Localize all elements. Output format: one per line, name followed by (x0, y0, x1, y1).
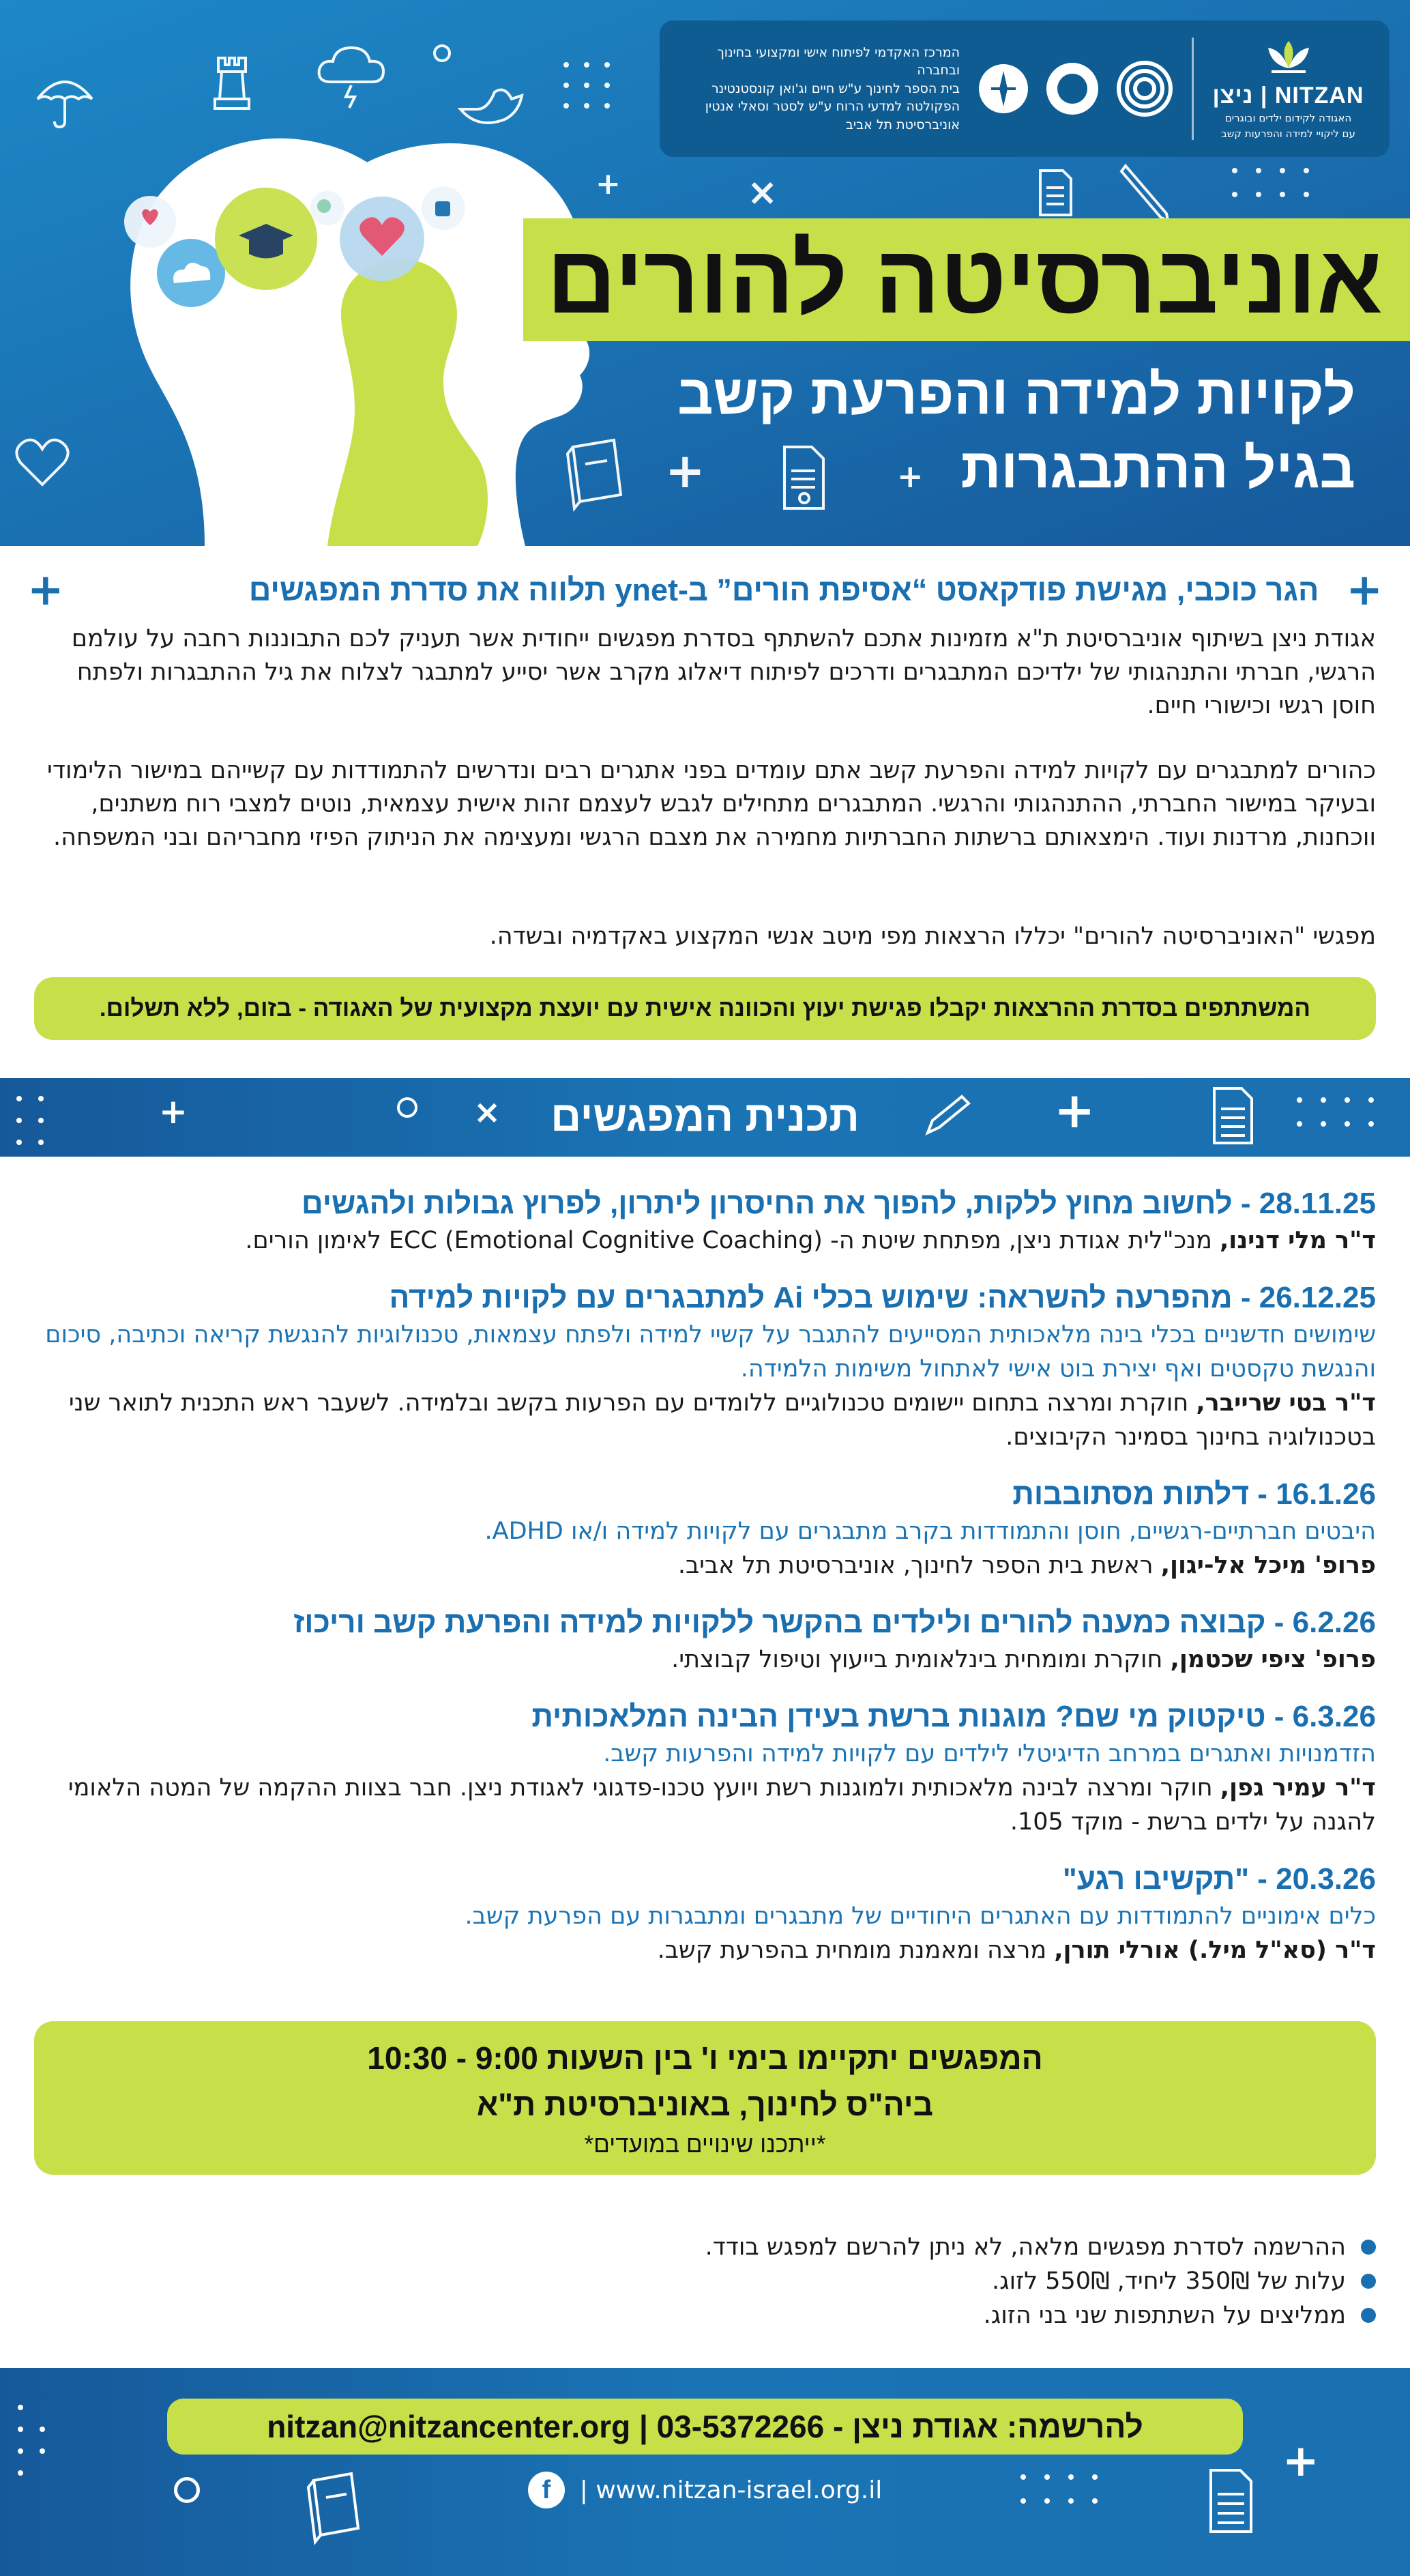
consultation-note: המשתתפים בסדרת ההרצאות יקבלו פגישת יעוץ והכוונה אישית עם יועצת מקצועית של האגודה - בזום, ללא תשלום. (34, 977, 1376, 1040)
plus-icon: + (159, 1092, 188, 1131)
session-description: שימושים חדשניים בכלי בינה מלאכותית המסייעים להתגבר על קשיי למידה ולפתח עצמאות, טכנולוגיות להנגשת קריאה וכתיבה, סיכום והנגשת טקסטים ואף יצירת בוט אישי לאתחול משימות הלמידה. (45, 1321, 1376, 1383)
list-item-text: עלות של 350₪ ליחיד, 550₪ לזוג. (992, 2268, 1346, 2295)
pencil-icon (1119, 160, 1173, 222)
list-item (34, 2230, 1376, 2264)
session-speaker: פרופ' מיכל אל-יגון, (1160, 1552, 1376, 1579)
session-speaker: ד"ר (סא"ל מיל.) אורלי תורן, (1054, 1937, 1376, 1964)
session-title: 6.3.26 - טיקטוק מי שם? מוגנות ברשת בעידן הבינה המלאכותית (531, 1700, 1376, 1733)
emotion-bubbles-illustration (109, 171, 491, 321)
lotus-logo-icon (1265, 38, 1312, 78)
partner-text-line: בית הספר לחינוך ע"ש חיים וג'ואן קונסטנטינר (711, 81, 960, 96)
session-item (34, 1184, 1376, 1258)
session-speaker-line (34, 1642, 1376, 1677)
document-icon (1037, 167, 1074, 218)
program-title: תכנית המפגשים (550, 1093, 860, 1140)
university-emblem-icon (976, 61, 1031, 116)
logo-subtitle-line1: האגודה לקידום ילדים ובוגרים (1224, 111, 1352, 124)
close-icon: × (473, 1093, 501, 1131)
session-details: חוקר ומרצה לבינה מלאכותית ולמוגנות רשת ויועץ טכנו-פדגוגי לאגודת ניצן. חבר בצוות ההקמה של המטה הלאומי להגנה על ילדים ברשת - מוקד 105. (68, 1774, 1376, 1836)
nitzan-logo: NITZAN | ניצן האגודה לקידום ילדים ובוגרים עם ליקויי למידה והפרעות קשב (1192, 38, 1369, 141)
logo-header (660, 20, 1390, 157)
umbrella-icon (34, 68, 96, 130)
close-icon: × (747, 171, 778, 214)
plus-icon: + (596, 167, 621, 201)
plus-icon: + (1346, 565, 1383, 616)
page-title: אוניברסיטה להורים (546, 225, 1383, 334)
circle-logo-icon (1042, 58, 1103, 119)
session-item (34, 1603, 1376, 1677)
registration-contact-text: nitzan@nitzancenter.org | 03-5372266 - להרשמה: אגודת ניצן (267, 2409, 1143, 2444)
dot-grid-icon (559, 58, 628, 126)
book-icon (559, 437, 628, 512)
bullet-icon (1361, 2308, 1376, 2323)
intro-heading: הגר כוכבי, מגישת פודקאסט “אסיפת הורים” ב-ynet תלווה את סדרת המפגשים (248, 573, 1319, 607)
registration-terms-list (34, 2230, 1376, 2332)
session-item (34, 1278, 1376, 1454)
partner-text (680, 44, 960, 134)
website-link[interactable]: | www.nitzan-israel.org.il (579, 2476, 883, 2504)
schedule-box (34, 2021, 1376, 2175)
schedule-location: ביה"ס לחינוך, באוניברסיטת ת"א (476, 2087, 934, 2122)
page-subtitle (673, 358, 1355, 506)
session-details: חוקרת ומומחית בינלאומית בייעוץ וטיפול קבוצתי. (671, 1646, 1163, 1673)
rings-logo-icon (1114, 58, 1175, 119)
session-item (34, 1475, 1376, 1582)
session-details: חוקרת ומרצה בתחום יישומים טכנולוגיים ללומדים עם הפרעות בקשב ובלמידה. לשעבר ראש התכנית לתואר שני בטכנולוגיה בחינוך בסמינר הקיבוצים. (68, 1389, 1376, 1451)
bullet-icon (1361, 2240, 1376, 2255)
list-item-text: ממליצים על השתתפות שני בני הזוג. (983, 2302, 1346, 2329)
session-speaker-line (34, 1224, 1376, 1258)
session-details: מרצה ומאמנת מומחית בהפרעת קשב. (657, 1937, 1047, 1964)
session-speaker-line (34, 1386, 1376, 1454)
plus-icon: + (665, 443, 705, 499)
facebook-icon[interactable]: f (528, 2472, 565, 2508)
session-title: 16.1.26 - דלתות מסתובבות (1012, 1477, 1376, 1511)
sessions-list (34, 1184, 1376, 1988)
intro-paragraph-3: מפגשי "האוניברסיטה להורים" יכללו הרצאות מפי מיטב אנשי המקצוע באקדמיה ובשדה. (489, 923, 1376, 950)
session-speaker: ד"ר עמיר גפן, (1220, 1774, 1376, 1801)
plus-icon: + (27, 565, 64, 616)
website-row (0, 2472, 1410, 2508)
bird-icon (457, 82, 525, 130)
intro-heading-row (27, 566, 1383, 614)
dot-grid-icon (1228, 164, 1323, 205)
session-item (34, 1697, 1376, 1839)
partner-text-line: הפקולטה למדעי הרוח ע"ש לסטר וסאלי אנטין (705, 99, 960, 115)
logo-subtitle-line2: עם ליקויי למידה והפרעות קשב (1221, 127, 1355, 140)
logo-name-english: NITZAN (1274, 82, 1364, 108)
subtitle-line1: לקויות למידה והפרעת קשב (677, 364, 1355, 426)
list-item (34, 2264, 1376, 2298)
list-item-text: ההרשמה לסדרת מפגשים מלאה, לא ניתן להרשם למפגש בודד. (705, 2233, 1346, 2261)
registration-contact[interactable] (167, 2399, 1243, 2455)
logo-name-hebrew: ניצן (1212, 82, 1254, 108)
partner-logos (976, 58, 1175, 119)
intro-paragraph-1: אגודת ניצן בשיתוף אוניברסיטת ת"א מזמינות אתכם להשתתף בסדרת מפגשים ייחודית אשר תעניק לכם התבוננות רחבה על עולמם הרגשי, חברתי והתנהגותי של ילדיכם המתבגרים ודרכים לפיתוח דיאלוג מקרב אשר יסייע למתבגר לצלוח את גיל ההתבגרות ולפתח חוסן רגשי וכישורי חיים. (71, 625, 1376, 719)
session-speaker: ד"ר בטי שרייבר, (1196, 1389, 1376, 1417)
session-title: 28.11.25 - לחשוב מחוץ ללקות, להפוך את החיסרון ליתרון, לפרוץ גבולות ולהגשים (301, 1187, 1376, 1220)
session-details: ראשת בית הספר לחינוך, אוניברסיטת תל אביב. (677, 1552, 1154, 1579)
storm-cloud-icon (314, 41, 389, 109)
partner-text-line: אוניברסיטת תל אביב (845, 117, 960, 132)
list-item (34, 2298, 1376, 2332)
session-speaker-line (34, 1548, 1376, 1582)
session-title: 20.3.26 - "תקשיבו רגע" (1062, 1862, 1376, 1896)
heart-icon (15, 437, 70, 488)
partner-text-line: המרכז האקדמי לפיתוח אישי ומקצועי בחינוך ובחברה (717, 44, 960, 78)
schedule-time: המפגשים יתקיימו בימי ו' בין השעות 9:00 - 10:30 (367, 2040, 1043, 2076)
session-description: הזדמנויות ואתגרים במרחב הדיגיטלי לילדים עם לקויות למידה והפרעות קשב. (603, 1740, 1376, 1767)
plus-icon: + (1054, 1082, 1096, 1139)
session-speaker-line (34, 1771, 1376, 1839)
circle-icon (433, 44, 451, 62)
intro-paragraph-2: כהורים למתבגרים עם לקויות למידה והפרעת קשב אתם עומדים בפני אתגרים רבים ונדרשים להתמודדות עם קשייהם במישור הלימודי ובעיקר במישור החברתי, ההתנהגותי והרגשי. המתבגרים מתחילים לגבש לעצמם זהות אישית עצמאית, נוטים למצבי רוח משתנים, ווכחנות, מרדנות ועוד. הימצאותם ברשתות החברתיות מחמירה את מצבם הרגשי ומעצימה את הניתוק הפיזי מחבריהם ובני המשפחה. (47, 757, 1376, 851)
schedule-disclaimer: *ייתכנו שינויים במועדים* (584, 2131, 826, 2158)
chess-rook-icon (211, 51, 252, 113)
plus-icon: + (1282, 2436, 1319, 2487)
session-description: כלים אימוניים להתמודדות עם האתגרים היחודיים של מתבגרים ומתבגרות עם הפרעת קשב. (465, 1902, 1376, 1930)
plus-icon: + (897, 458, 924, 495)
subtitle-line2: בגיל ההתבגרות (960, 437, 1355, 500)
session-description: היבטים חברתיים-רגשיים, חוסן והתמודדות בקרב מתבגרים עם לקויות למידה ו/או ADHD. (484, 1518, 1376, 1545)
session-title: 6.2.26 - קבוצה כמענה להורים ולילדים בהקשר ללקויות למידה והפרעת קשב וריכוז (293, 1606, 1376, 1639)
session-item (34, 1859, 1376, 1967)
session-title: 26.12.25 - מהפרעה להשראה: שימוש בכלי Ai למתבגרים עם לקויות למידה (389, 1281, 1376, 1314)
bullet-icon (1361, 2274, 1376, 2289)
session-speaker: פרופ' ציפי שכטמן, (1170, 1646, 1376, 1673)
session-speaker-line (34, 1933, 1376, 1967)
session-speaker: ד"ר מלי דנינו, (1220, 1227, 1376, 1254)
session-details: מנכ"לית אגודת ניצן, מפתחת שיטת ה- ECC (Emotional Cognitive Coaching) לאימון הורים. (245, 1227, 1212, 1254)
